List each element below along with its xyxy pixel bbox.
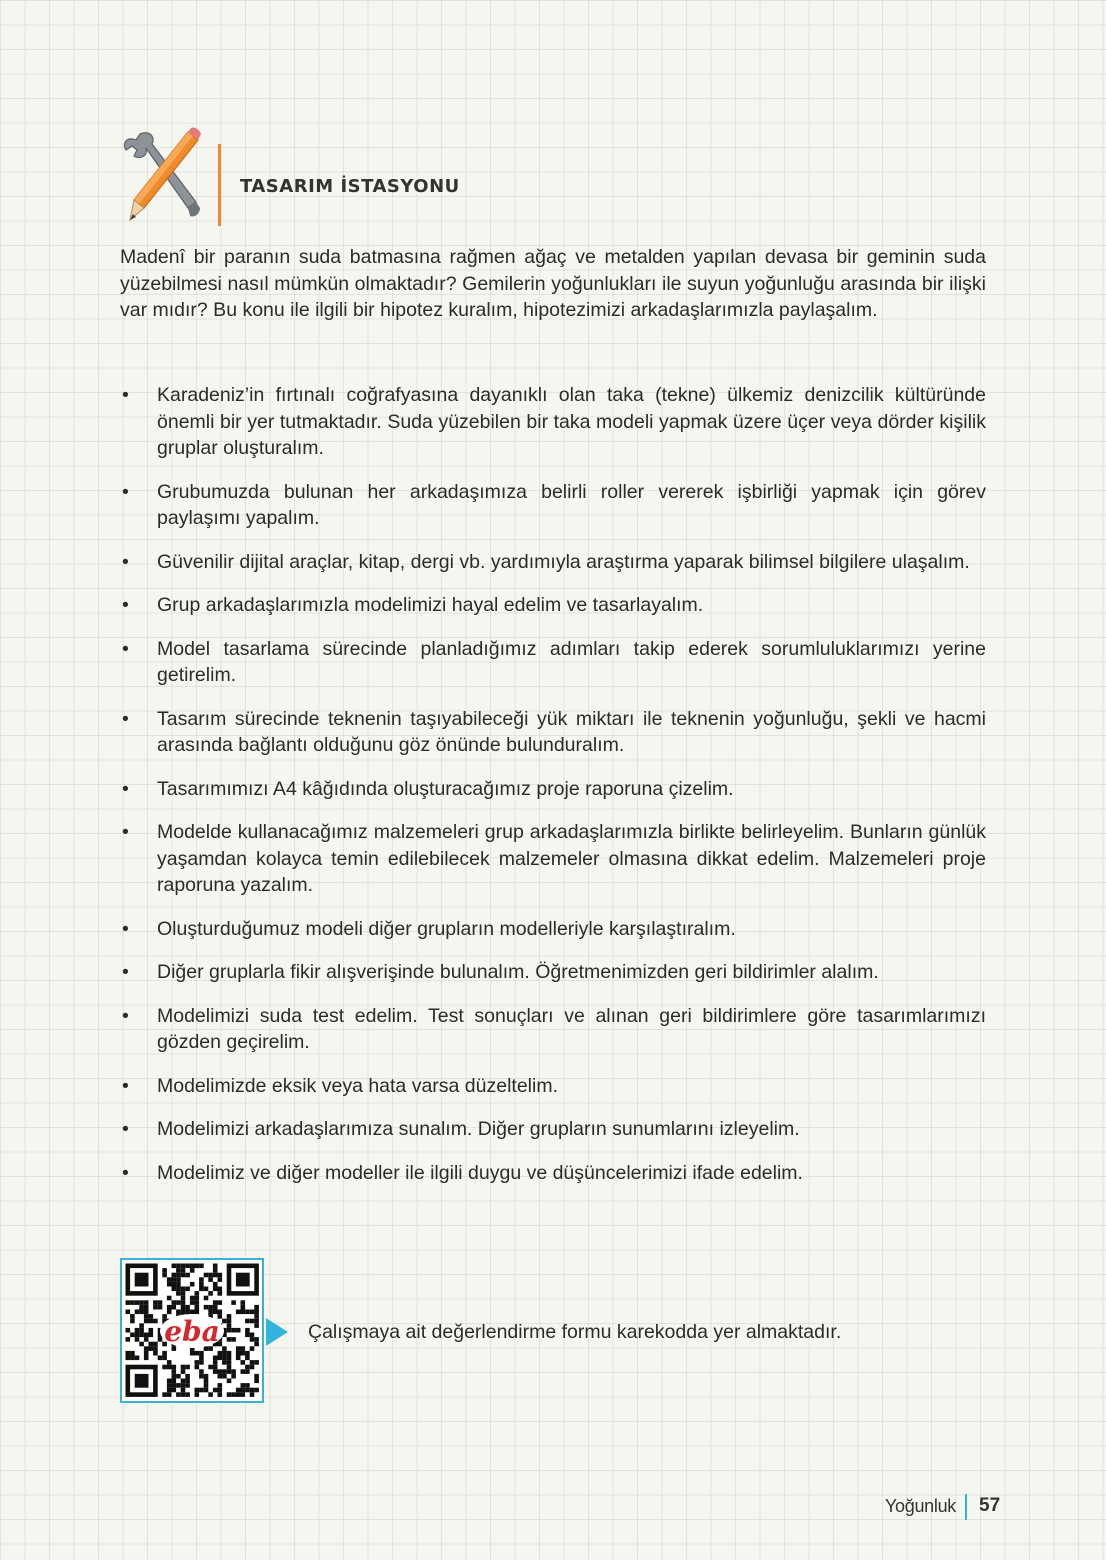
steps-list: [120, 382, 986, 1203]
list-item-text: Modelimizi suda test edelim. Test sonuçları ve alınan geri bildirimlere göre tasarımlarımızı gözden geçirelim.: [157, 1004, 986, 1053]
bullet: •: [122, 480, 129, 503]
list-item-text: Modelimizi arkadaşlarımıza sunalım. Diğer grupların sunumlarını izleyelim.: [157, 1118, 800, 1140]
list-item: [120, 636, 986, 689]
bullet: •: [122, 384, 129, 406]
list-item-text: Grup arkadaşlarımızla modelimizi hayal edelim ve tasarlayalım.: [157, 594, 704, 616]
qr-caption: Çalışmaya ait değerlendirme formu karekodda yer almaktadır.: [308, 1321, 842, 1343]
list-item: [120, 1160, 986, 1187]
list-item: [120, 1073, 986, 1100]
list-item: [120, 959, 986, 986]
bullet: •: [122, 917, 129, 940]
list-item-text: Oluşturduğumuz modeli diğer grupların modelleriyle karşılaştıralım.: [157, 917, 736, 940]
arrow-right-icon: [266, 1318, 288, 1346]
bullet: •: [122, 637, 129, 660]
bullet: •: [122, 1118, 129, 1140]
bullet: •: [122, 594, 129, 616]
page-number: 57: [979, 1495, 1001, 1516]
list-item-text: Tasarım sürecinde teknenin taşıyabileceği yük miktarı ile teknenin yoğunluğu, şekli ve hacmi arasında bağlantı olduğunu göz önünde bulunduralım.: [157, 707, 986, 756]
list-item-text: Modelimizde eksik veya hata varsa düzeltelim.: [157, 1074, 559, 1097]
footer-divider: [965, 1494, 967, 1520]
list-item-text: Güvenilir dijital araçlar, kitap, dergi vb. yardımıyla araştırma yaparak bilimsel bilgilere ulaşalım.: [157, 550, 970, 573]
page-footer: [870, 1494, 1010, 1522]
list-item-text: Tasarımımızı A4 kâğıdında oluşturacağımız proje raporuna çizelim.: [157, 777, 734, 800]
section-header: [118, 126, 538, 230]
qr-code-icon: [122, 1260, 262, 1401]
list-item: [120, 549, 986, 576]
list-item-text: Karadeniz’in fırtınalı coğrafyasına dayanıklı olan taka (tekne) ülkemiz denizcilik kültüründe önemli bir yer tutmaktadır. Suda yüzebilen bir taka modeli yapmak üzere üçer veya dörder kişilik gruplar oluşturalım.: [157, 384, 986, 459]
list-item: [120, 592, 986, 619]
list-item: [120, 916, 986, 943]
list-item: [120, 776, 986, 803]
qr-code[interactable]: [120, 1258, 264, 1403]
list-item: [120, 706, 986, 759]
bullet: •: [122, 961, 129, 983]
list-item: [120, 1003, 986, 1056]
list-item-text: Model tasarlama sürecinde planladığımız adımları takip ederek sorumluluklarımızı yerine getirelim.: [157, 637, 986, 686]
list-item: [120, 819, 986, 899]
list-item-text: Modelimiz ve diğer modeller ile ilgili duygu ve düşüncelerimizi ifade edelim.: [157, 1161, 803, 1184]
list-item-text: Grubumuzda bulunan her arkadaşımıza belirli roller vererek işbirliği yapmak için görev paylaşımı yapalım.: [157, 480, 986, 529]
intro-paragraph: Madenî bir paranın suda batmasına rağmen ağaç ve metalden yapılan devasa bir geminin suda yüzebilmesi nasıl mümkün olmaktadır? Gemilerin yoğunlukları ile suyun yoğunluğu arasında bir ilişki var mıdır? Bu konu ile ilgili bir hipotez kuralım, hipotezimizi arkadaşlarımızla paylaşalım.: [120, 246, 986, 321]
bullet: •: [122, 1004, 129, 1027]
list-item: [120, 1116, 986, 1143]
section-title: TASARIM İSTASYONU: [240, 176, 460, 197]
bullet: •: [122, 550, 129, 573]
qr-section: [120, 1258, 1000, 1408]
header-divider: [218, 144, 221, 226]
bullet: •: [122, 1074, 129, 1097]
list-item: [120, 479, 986, 532]
bullet: •: [122, 707, 129, 730]
list-item-text: Diğer gruplarla fikir alışverişinde bulunalım. Öğretmenimizden geri bildirimler alalım.: [157, 961, 879, 983]
bullet: •: [122, 1161, 129, 1184]
bullet: •: [122, 777, 129, 800]
bullet: •: [122, 821, 129, 843]
chapter-name: Yoğunluk: [884, 1496, 956, 1516]
list-item: [120, 382, 986, 462]
eba-logo: eba: [164, 1315, 220, 1348]
pencil-wrench-icon: [118, 126, 204, 226]
list-item-text: Modelde kullanacağımız malzemeleri grup arkadaşlarımızla birlikte belirleyelim. Bunların günlük yaşamdan kolayca temin edilebilecek malzemeler olmasına dikkat edelim. Malzemeleri proje raporuna yazalım.: [157, 821, 986, 896]
